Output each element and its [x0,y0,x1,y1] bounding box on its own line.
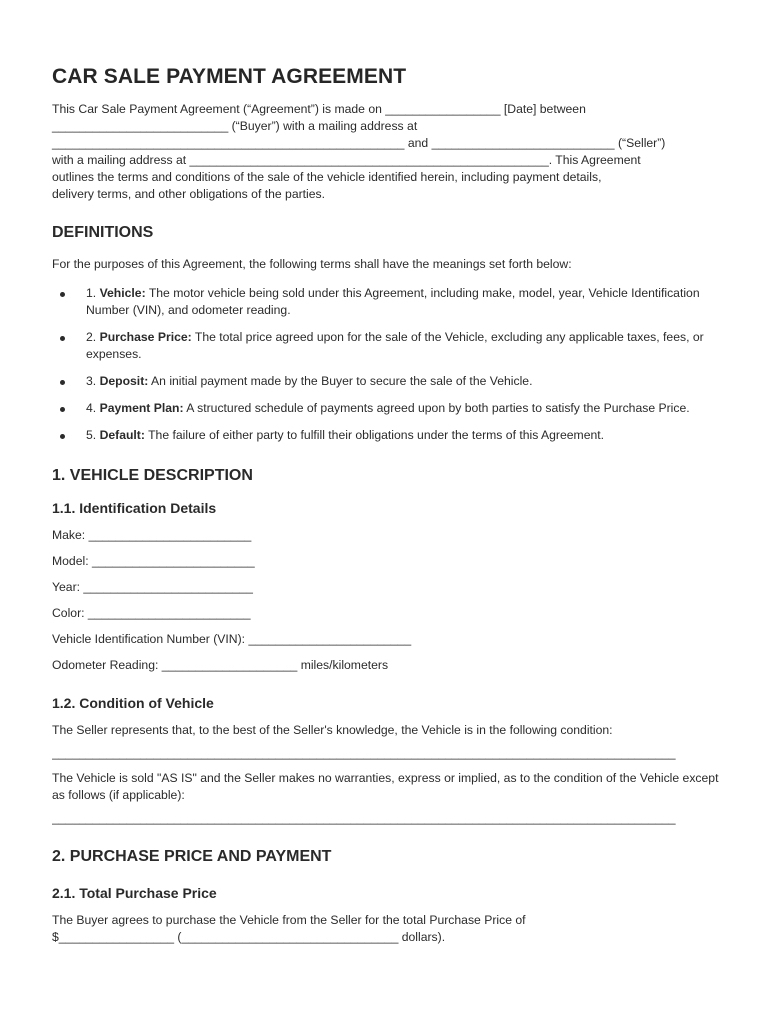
item-term: Payment Plan: [99,400,184,415]
item-term: Vehicle: [99,285,146,300]
condition-blank-line: ____________________________________________________________________________________________ [52,746,676,761]
condition-lead: The Seller represents that, to the best of the Seller's knowledge, the Vehicle is in the following condition: [52,723,613,738]
intro-line: __________________________ (“Buyer”) with a mailing address at [52,119,418,134]
intro-line: This Car Sale Payment Agreement (“Agreement”) is made on _________________ [Date] between [52,102,586,117]
list-item [52,329,722,363]
intro-line: delivery terms, and other obligations of the parties. [52,187,326,202]
bullet-icon [60,336,65,341]
item-text: The failure of either party to fulfill their obligations under the terms of this Agreement. [148,427,605,442]
vin-field: Vehicle Identification Number (VIN): ________________________ [52,631,412,646]
item-text: An initial payment made by the Buyer to secure the sale of the Vehicle. [151,373,533,388]
intro-paragraph [52,101,722,203]
vehicle-description-heading: 1. VEHICLE DESCRIPTION [52,466,253,484]
item-text: A structured schedule of payments agreed upon by both parties to satisfy the Purchase Price. [186,400,690,415]
intro-line: ____________________________________________________ and ___________________________ (“Seller”) [52,136,666,151]
item-number: 5. [86,427,97,442]
purchase-price-heading: 2. PURCHASE PRICE AND PAYMENT [52,848,332,866]
item-number: 1. [86,285,97,300]
item-number: 4. [86,400,97,415]
model-field: Model: ________________________ [52,553,255,568]
list-item [52,427,722,444]
total-purchase-price-heading: 2.1. Total Purchase Price [52,884,217,901]
exceptions-blank-line: ____________________________________________________________________________________________ [52,811,676,826]
item-number: 3. [86,373,97,388]
purchase-line: The Buyer agrees to purchase the Vehicle from the Seller for the total Purchase Price of [52,913,526,928]
make-field: Make: ________________________ [52,527,252,542]
item-term: Deposit: [99,373,149,388]
intro-line: with a mailing address at _____________________________________________________. This Agreement [52,153,641,168]
item-term: Purchase Price: [99,329,192,344]
definitions-heading: DEFINITIONS [52,224,154,242]
bullet-icon [60,434,65,439]
color-field: Color: ________________________ [52,605,251,620]
bullet-icon [60,292,65,297]
definitions-list [52,285,722,444]
bullet-icon [60,407,65,412]
list-item [52,400,722,417]
item-term: Default: [99,427,145,442]
item-number: 2. [86,329,97,344]
item-text: The motor vehicle being sold under this Agreement, including make, model, year, Vehicle Identification Number (VIN), and odometer reading. [86,285,700,317]
as-is-paragraph: The Vehicle is sold "AS IS" and the Seller makes no warranties, express or implied, as to the condition of the Vehicle except as follows (if applicable): [52,771,719,803]
year-field: Year: _________________________ [52,579,253,594]
definitions-lead: For the purposes of this Agreement, the following terms shall have the meanings set forth below: [52,256,572,271]
odometer-field: Odometer Reading: ____________________ miles/kilometers [52,657,389,672]
bullet-icon [60,380,65,385]
item-text: The total price agreed upon for the sale of the Vehicle, excluding any applicable taxes, fees, or expenses. [86,329,704,361]
list-item [52,285,722,319]
document-title: CAR SALE PAYMENT AGREEMENT [52,65,407,88]
purchase-line: $_________________ (________________________________ dollars). [52,930,446,945]
list-item [52,373,722,390]
condition-heading: 1.2. Condition of Vehicle [52,694,214,711]
intro-line: outlines the terms and conditions of the sale of the vehicle identified herein, including payment details, [52,170,602,185]
identification-details-heading: 1.1. Identification Details [52,499,217,516]
document-content [52,64,722,946]
